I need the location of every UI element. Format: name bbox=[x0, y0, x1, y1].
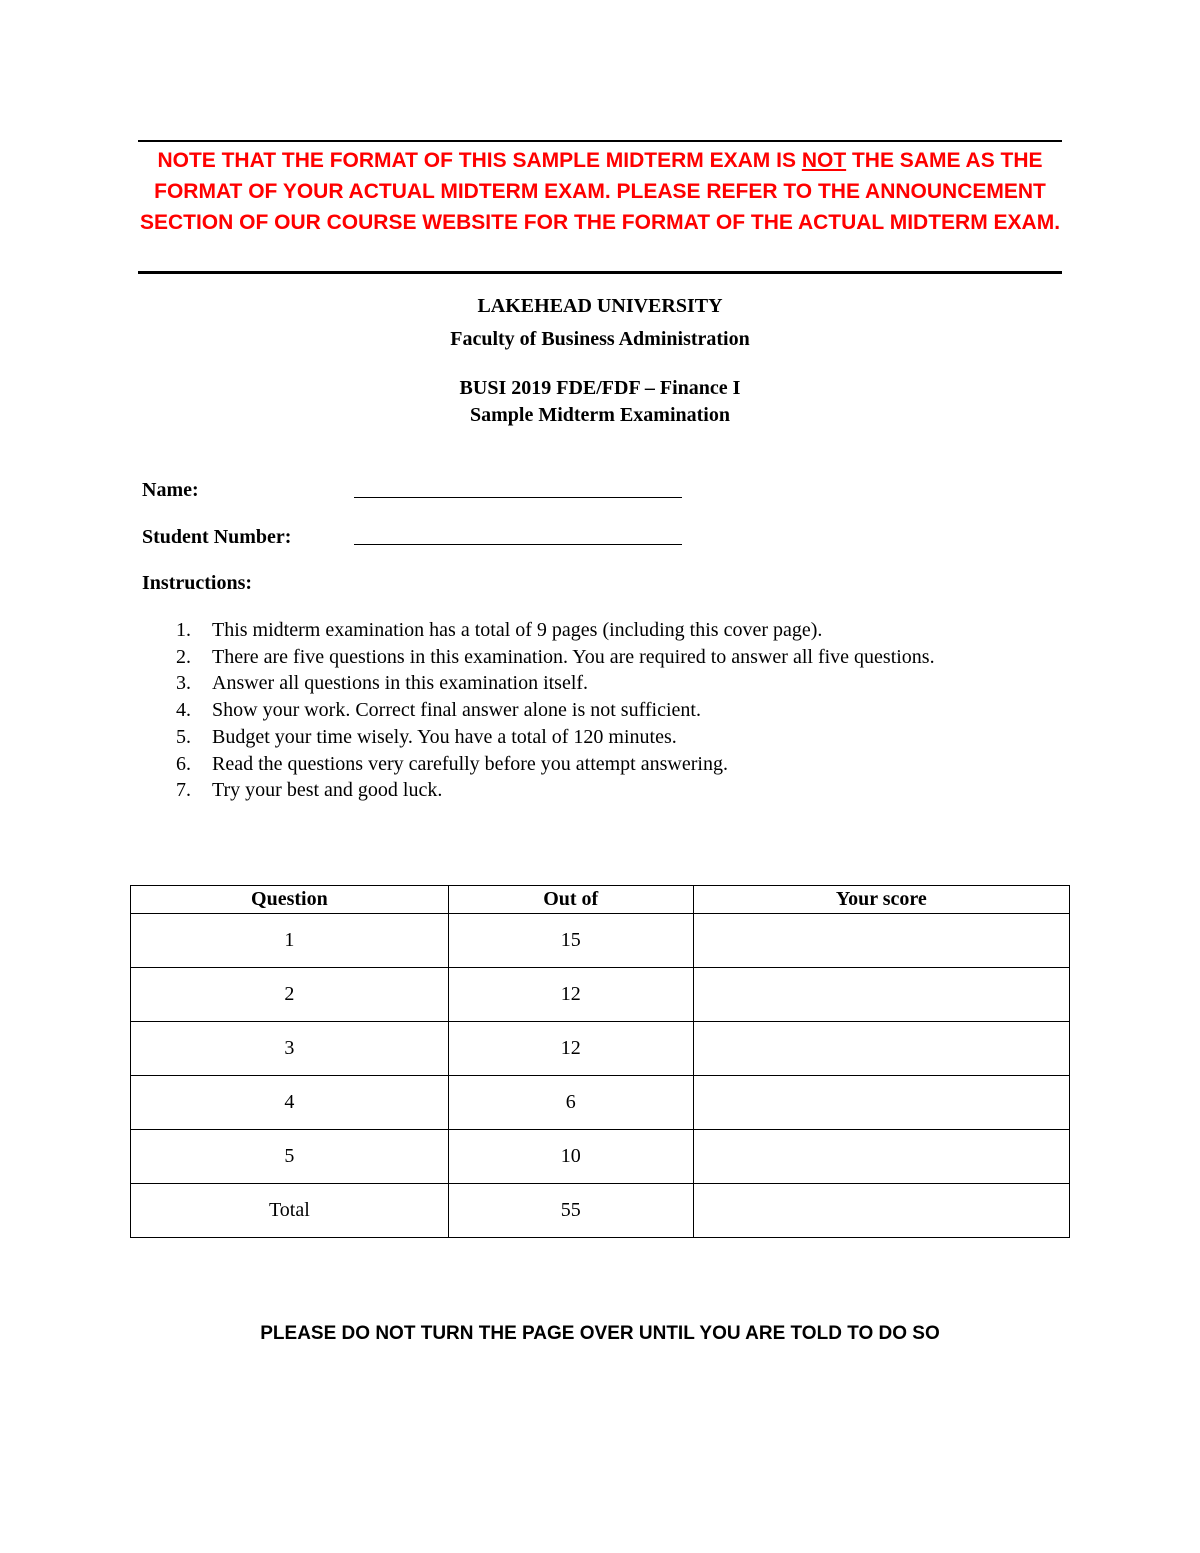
instruction-item bbox=[142, 697, 1002, 724]
header-your-score: Your score bbox=[693, 886, 1069, 914]
instruction-item bbox=[142, 751, 1002, 778]
question-cell: 5 bbox=[131, 1130, 449, 1184]
question-cell: 3 bbox=[131, 1022, 449, 1076]
student-number-label: Student Number: bbox=[142, 526, 292, 548]
instruction-item bbox=[142, 777, 1002, 804]
instruction-item bbox=[142, 644, 1002, 671]
format-notice bbox=[138, 145, 1062, 238]
question-cell: 4 bbox=[131, 1076, 449, 1130]
out-of-cell: 6 bbox=[448, 1076, 693, 1130]
instruction-text: Try your best and good luck. bbox=[212, 779, 443, 802]
score-cell[interactable] bbox=[693, 1076, 1069, 1130]
score-cell[interactable] bbox=[693, 1184, 1069, 1238]
instruction-number: 5. bbox=[176, 725, 191, 748]
out-of-cell: 10 bbox=[448, 1130, 693, 1184]
footer-warning: PLEASE DO NOT TURN THE PAGE OVER UNTIL YOU ARE TOLD TO DO SO bbox=[260, 1323, 940, 1344]
out-of-cell: 15 bbox=[448, 914, 693, 968]
course-title: BUSI 2019 FDE/FDF – Finance I bbox=[459, 377, 741, 399]
university-name: LAKEHEAD UNIVERSITY bbox=[477, 295, 723, 317]
instruction-item bbox=[142, 670, 1002, 697]
score-table-row bbox=[131, 1130, 1070, 1184]
score-cell[interactable] bbox=[693, 1022, 1069, 1076]
score-table-row bbox=[131, 1076, 1070, 1130]
instruction-text: Read the questions very carefully before you attempt answering. bbox=[212, 752, 728, 775]
instruction-text: This midterm examination has a total of 9 pages (including this cover page). bbox=[212, 619, 823, 641]
instruction-text: There are five questions in this examination. You are required to answer all five questions. bbox=[212, 645, 935, 668]
exam-title: Sample Midterm Examination bbox=[470, 404, 730, 426]
question-cell: 2 bbox=[131, 968, 449, 1022]
question-cell: Total bbox=[131, 1184, 449, 1238]
notice-part-1: NOTE THAT THE FORMAT OF THIS SAMPLE MIDTERM EXAM IS bbox=[157, 149, 802, 172]
faculty-name: Faculty of Business Administration bbox=[450, 328, 750, 350]
student-number-blank-line bbox=[354, 544, 682, 545]
score-table bbox=[130, 885, 1070, 1238]
header-out-of: Out of bbox=[448, 886, 693, 914]
notice-bottom-rule bbox=[138, 271, 1062, 274]
score-table-row bbox=[131, 1022, 1070, 1076]
notice-emphasis: NOT bbox=[801, 149, 847, 172]
score-table-header-row bbox=[131, 886, 1070, 914]
instruction-number: 3. bbox=[176, 672, 191, 695]
out-of-cell: 12 bbox=[448, 1022, 693, 1076]
instruction-item bbox=[142, 617, 1002, 644]
score-table-row bbox=[131, 968, 1070, 1022]
score-cell[interactable] bbox=[693, 1130, 1069, 1184]
notice-part-2: THE SAME AS THE FORMAT OF YOUR ACTUAL MIDTERM EXAM. PLEASE REFER TO THE ANNOUNCEMENT SECTION OF OUR COURSE WEBSITE FOR THE FORMAT OF THE ACTUAL MIDTERM EXAM. bbox=[139, 149, 1061, 234]
score-table-row bbox=[131, 1184, 1070, 1238]
instruction-number: 1. bbox=[176, 619, 191, 641]
name-label: Name: bbox=[142, 479, 199, 501]
instructions-list bbox=[142, 617, 1002, 804]
instruction-text: Budget your time wisely. You have a total of 120 minutes. bbox=[212, 725, 677, 748]
header-question: Question bbox=[131, 886, 449, 914]
notice-top-rule bbox=[138, 140, 1062, 142]
instruction-text: Answer all questions in this examination itself. bbox=[212, 672, 589, 695]
instruction-number: 6. bbox=[176, 752, 191, 775]
instruction-number: 2. bbox=[176, 645, 191, 668]
question-cell: 1 bbox=[131, 914, 449, 968]
score-cell[interactable] bbox=[693, 968, 1069, 1022]
name-blank-line bbox=[354, 497, 682, 498]
instructions-heading: Instructions: bbox=[142, 572, 253, 594]
out-of-cell: 12 bbox=[448, 968, 693, 1022]
score-cell[interactable] bbox=[693, 914, 1069, 968]
instruction-number: 4. bbox=[176, 699, 191, 722]
out-of-cell: 55 bbox=[448, 1184, 693, 1238]
instruction-number: 7. bbox=[176, 779, 191, 802]
instruction-text: Show your work. Correct final answer alone is not sufficient. bbox=[212, 699, 701, 722]
score-table-row bbox=[131, 914, 1070, 968]
instruction-item bbox=[142, 724, 1002, 751]
